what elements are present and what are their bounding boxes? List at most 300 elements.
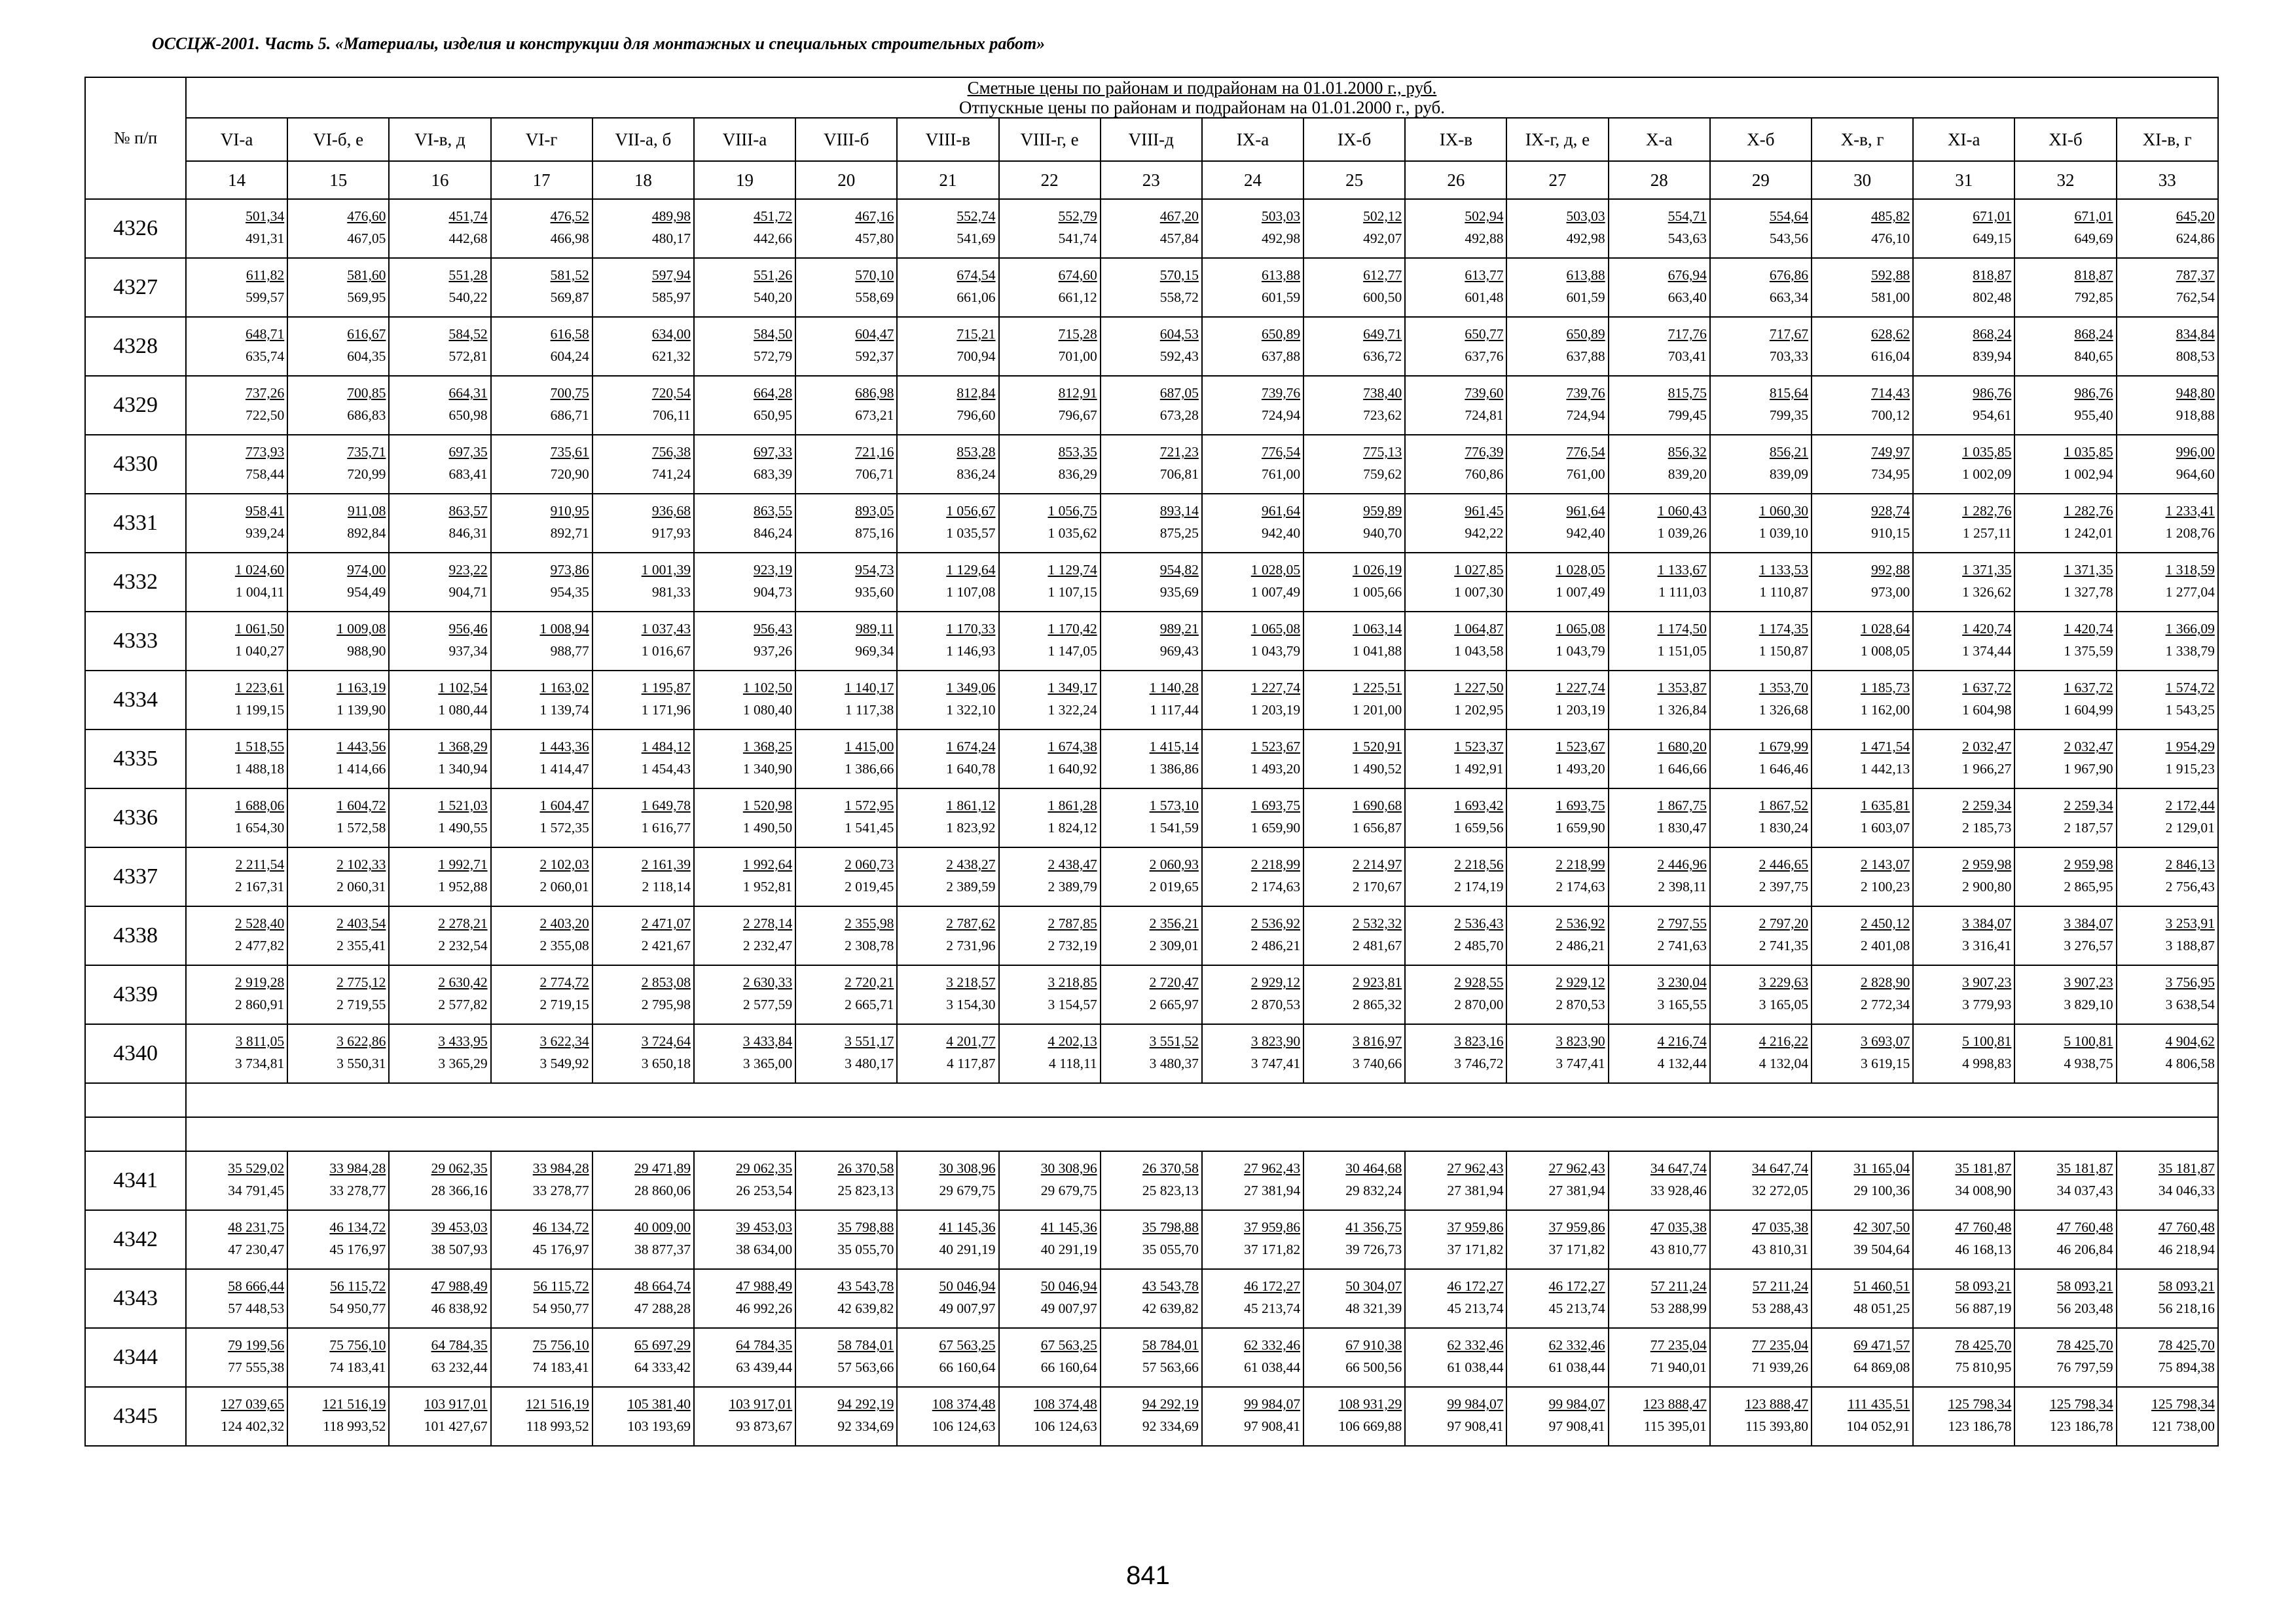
estimated-price: 2 403,54 [337,915,386,931]
release-price: 34 037,43 [2056,1183,2113,1198]
price-cell [999,1387,1101,1446]
price-cell [1202,671,1303,729]
estimated-price: 2 214,97 [1353,857,1402,872]
estimated-price: 1 415,14 [1149,739,1199,754]
estimated-price: 893,14 [1159,503,1199,519]
release-price: 904,73 [754,584,793,600]
release-price: 969,43 [1159,643,1199,659]
release-price: 1 007,30 [1454,584,1504,600]
estimated-price: 3 811,05 [235,1033,285,1049]
estimated-price: 1 223,61 [234,680,285,695]
release-price: 585,97 [651,289,691,305]
district-header: X-а [1609,118,1710,161]
price-cell [1913,258,2014,317]
release-price: 939,24 [246,525,285,541]
estimated-price: 1 185,73 [1860,680,1910,695]
separator-cell [85,1083,186,1117]
release-price: 706,81 [1159,466,1199,482]
release-price: 3 165,55 [1657,997,1707,1012]
release-price: 1 107,15 [1048,584,1097,600]
release-price: 1 414,47 [539,761,589,777]
estimated-price: 57 211,24 [1650,1278,1707,1294]
column-number: 31 [1913,161,2014,199]
price-cell [1202,435,1303,494]
price-cell [1609,1210,1710,1269]
release-price: 74 183,41 [532,1359,589,1375]
price-cell [897,906,998,965]
price-cell [2014,258,2116,317]
estimated-price: 697,33 [754,444,793,460]
estimated-price: 2 218,99 [1250,857,1301,872]
estimated-price: 1 649,78 [641,798,691,813]
estimated-price: 58 093,21 [2158,1278,2215,1294]
release-price: 683,41 [448,466,488,482]
column-number: 33 [2117,161,2218,199]
estimated-price: 992,88 [1871,562,1910,578]
release-price: 61 038,44 [1548,1359,1605,1375]
release-price: 1 199,15 [234,702,285,718]
table-row [85,553,2218,612]
release-price: 661,12 [1058,289,1097,305]
release-price: 49 007,97 [939,1301,996,1316]
estimated-price: 1 693,42 [1454,798,1504,813]
row-number: 4337 [85,847,186,906]
price-cell [795,1024,897,1083]
price-cell [186,1024,287,1083]
release-price: 124 402,32 [221,1418,285,1434]
release-price: 2 870,53 [1556,997,1605,1012]
price-cell [592,258,694,317]
price-cell [186,1387,287,1446]
estimated-price-caption: Сметные цены по районам и подрайонам на 01.01.2000 г., руб. [967,78,1437,98]
price-cell [1913,494,2014,553]
price-cell [897,671,998,729]
row-number: 4340 [85,1024,186,1083]
estimated-price: 1 604,72 [337,798,386,813]
price-cell [897,729,998,788]
release-price: 840,65 [2074,348,2113,364]
release-price: 2 486,21 [1250,938,1301,953]
release-price: 1 110,87 [1759,584,1808,600]
price-cell [389,965,490,1024]
price-cell [1609,317,1710,376]
price-cell [1303,847,1405,906]
release-price: 935,60 [855,584,894,600]
estimated-price: 30 308,96 [939,1160,996,1176]
estimated-price: 735,71 [347,444,386,460]
release-price: 2 732,19 [1048,938,1097,953]
price-cell [1202,729,1303,788]
price-cell [186,1269,287,1328]
release-price: 40 291,19 [939,1242,996,1257]
price-cell [694,1151,795,1210]
estimated-price: 502,94 [1465,208,1504,224]
price-cell [1506,612,1608,671]
price-cell [1609,199,1710,258]
price-cell [795,671,897,729]
price-cell [1405,788,1506,847]
price-cell [1812,553,1913,612]
price-cell [999,376,1101,435]
release-price: 637,88 [1261,348,1301,364]
estimated-price: 671,01 [2074,208,2113,224]
release-price: 2 665,71 [845,997,894,1012]
price-cell [1101,258,1202,317]
price-cell [2014,494,2116,553]
estimated-price: 111 435,51 [1848,1396,1910,1412]
table-row [85,494,2218,553]
estimated-price: 1 056,75 [1048,503,1097,519]
estimated-price: 43 543,78 [1142,1278,1199,1294]
price-cell [999,258,1101,317]
release-price: 988,77 [550,643,589,659]
release-price: 2 174,63 [1250,879,1301,895]
estimated-price: 451,72 [754,208,793,224]
price-cell [1405,671,1506,729]
release-price: 650,95 [754,407,793,423]
price-cell [186,199,287,258]
estimated-price: 64 784,35 [736,1337,793,1353]
release-price: 2 129,01 [2165,820,2215,836]
release-price: 1 005,66 [1353,584,1402,600]
price-cell [389,1210,490,1269]
release-price: 46 992,26 [736,1301,793,1316]
table-row [85,906,2218,965]
estimated-price: 75 756,10 [329,1337,386,1353]
estimated-price: 818,87 [1973,267,2012,283]
estimated-price: 3 218,85 [1048,974,1097,990]
price-cell [1101,376,1202,435]
estimated-price: 34 647,74 [1752,1160,1808,1176]
price-cell [491,671,592,729]
estimated-price: 1 420,74 [1962,621,2012,637]
price-cell [1101,1387,1202,1446]
price-cell [1101,1210,1202,1269]
price-cell [491,553,592,612]
estimated-price: 2 787,85 [1048,915,1097,931]
estimated-price: 815,64 [1769,385,1808,401]
column-number-row [85,161,2218,199]
release-price: 49 007,97 [1040,1301,1097,1316]
release-price: 33 278,77 [329,1183,386,1198]
price-cell [491,317,592,376]
estimated-price: 42 307,50 [1853,1219,1910,1235]
price-cell [2117,612,2218,671]
release-price: 2 477,82 [234,938,285,953]
release-price: 2 309,01 [1149,938,1199,953]
estimated-price: 2 959,98 [1962,857,2012,872]
price-cell [1101,847,1202,906]
estimated-price: 2 720,47 [1149,974,1199,990]
price-cell [1913,1210,2014,1269]
release-price: 467,05 [347,231,386,246]
release-price: 2 870,53 [1250,997,1301,1012]
price-cell [1609,258,1710,317]
estimated-price: 35 529,02 [228,1160,285,1176]
price-cell [1506,317,1608,376]
table-row [85,258,2218,317]
estimated-price: 3 384,07 [2064,915,2113,931]
price-cell [287,1151,389,1210]
price-cell [2014,199,2116,258]
price-cell [1913,199,2014,258]
release-price: 33 278,77 [532,1183,589,1198]
price-cell [1812,435,1913,494]
estimated-price: 1 420,74 [2064,621,2113,637]
estimated-price: 676,86 [1769,267,1808,283]
estimated-price: 2 403,20 [539,915,589,931]
estimated-price: 3 693,07 [1860,1033,1910,1049]
release-price: 663,34 [1769,289,1808,305]
estimated-price: 2 853,08 [641,974,691,990]
price-cell [2117,1387,2218,1446]
release-price: 106 124,63 [1033,1418,1097,1434]
estimated-price: 2 528,40 [234,915,285,931]
release-price: 2 865,95 [2064,879,2113,895]
price-cell [1303,671,1405,729]
release-price: 846,31 [448,525,488,541]
price-cell [592,729,694,788]
row-number: 4333 [85,612,186,671]
price-cell [897,1151,998,1210]
estimated-price: 99 984,07 [1244,1396,1301,1412]
release-price: 2 019,45 [845,879,894,895]
price-cell [1303,729,1405,788]
table-body-upper [85,199,2218,1083]
estimated-price: 613,88 [1566,267,1605,283]
release-price: 741,24 [651,466,691,482]
estimated-price: 2 630,33 [742,974,793,990]
estimated-price: 2 102,03 [539,857,589,872]
estimated-price: 961,45 [1465,503,1504,519]
price-cell [1202,847,1303,906]
release-price: 1 659,90 [1556,820,1605,836]
release-price: 637,76 [1465,348,1504,364]
release-price: 2 756,43 [2165,879,2215,895]
estimated-price: 1 227,74 [1250,680,1301,695]
estimated-price: 664,31 [448,385,488,401]
price-cell [491,847,592,906]
release-price: 46 168,13 [1955,1242,2012,1257]
price-cell [2117,671,2218,729]
price-cell [2117,376,2218,435]
release-price: 45 176,97 [532,1242,589,1257]
release-price: 558,69 [855,289,894,305]
estimated-price: 581,52 [550,267,589,283]
estimated-price: 834,84 [2176,326,2215,342]
estimated-price: 868,24 [1973,326,2012,342]
price-cell [491,258,592,317]
release-price: 683,39 [754,466,793,482]
release-price: 45 213,74 [1447,1301,1504,1316]
estimated-price: 1 060,43 [1657,503,1707,519]
estimated-price: 1 063,14 [1353,621,1402,637]
page-title: ОССЦЖ-2001. Часть 5. «Материалы, изделия и конструкции для монтажных и специальных строительных работ» [152,34,1046,53]
estimated-price: 1 035,85 [1962,444,2012,460]
release-price: 836,29 [1058,466,1097,482]
separator-cell [85,1117,186,1151]
release-price: 29 832,24 [1345,1183,1402,1198]
price-cell [2117,435,2218,494]
price-cell [694,1387,795,1446]
price-cell [1303,1151,1405,1210]
price-cell [1609,494,1710,553]
price-cell [186,435,287,494]
price-cell [2014,906,2116,965]
price-cell [389,1269,490,1328]
release-price: 2 308,78 [845,938,894,953]
release-price: 53 288,43 [1752,1301,1808,1316]
estimated-price: 476,52 [550,208,589,224]
estimated-price: 1 637,72 [2064,680,2113,695]
price-cell [2014,847,2116,906]
estimated-price: 551,26 [754,267,793,283]
price-cell [491,376,592,435]
release-price: 48 321,39 [1345,1301,1402,1316]
release-price: 71 939,26 [1752,1359,1808,1375]
release-price: 1 640,92 [1048,761,1097,777]
estimated-price: 554,71 [1667,208,1707,224]
release-price: 1 322,24 [1048,702,1097,718]
release-price: 988,90 [347,643,386,659]
release-price: 1 117,38 [845,702,894,718]
price-cell [1202,965,1303,1024]
price-cell [592,317,694,376]
release-price: 1 952,81 [742,879,793,895]
release-price: 37 171,82 [1447,1242,1504,1257]
row-number: 4343 [85,1269,186,1328]
price-cell [1101,788,1202,847]
price-cell [287,553,389,612]
release-price: 954,35 [550,584,589,600]
estimated-price: 1 037,43 [641,621,691,637]
price-cell [795,729,897,788]
estimated-price: 40 009,00 [634,1219,691,1235]
estimated-price: 35 181,87 [1955,1160,2012,1176]
price-cell [592,965,694,1024]
estimated-price: 1 282,76 [2064,503,2113,519]
price-cell [592,494,694,553]
price-cell [1405,199,1506,258]
price-cell [389,1024,490,1083]
price-cell [1710,1210,1812,1269]
price-cell [1812,788,1913,847]
estimated-price: 108 374,48 [1033,1396,1097,1412]
estimated-price: 956,46 [448,621,488,637]
release-price: 1 656,87 [1353,820,1402,836]
price-cell [2117,258,2218,317]
price-cell [897,435,998,494]
row-number: 4342 [85,1210,186,1269]
price-cell [897,317,998,376]
release-price: 27 381,94 [1447,1183,1504,1198]
district-header: IX-а [1202,118,1303,161]
price-cell [1101,612,1202,671]
estimated-price: 33 984,28 [532,1160,589,1176]
table-row [85,376,2218,435]
release-price: 942,40 [1566,525,1605,541]
price-cell [1506,1269,1608,1328]
price-cell [1405,1328,1506,1387]
estimated-price: 1 861,12 [946,798,996,813]
price-cell [1506,906,1608,965]
estimated-price: 650,89 [1261,326,1301,342]
price-cell [795,317,897,376]
price-cell [1202,1024,1303,1083]
price-cell [2117,1210,2218,1269]
release-price: 491,31 [246,231,285,246]
release-price: 56 203,48 [2056,1301,2113,1316]
release-price: 46 206,84 [2056,1242,2113,1257]
release-price: 34 008,90 [1955,1183,2012,1198]
price-cell [897,258,998,317]
price-cell [999,671,1101,729]
price-cell [999,494,1101,553]
estimated-price: 69 471,57 [1853,1337,1910,1353]
price-cell [999,435,1101,494]
estimated-price: 1 518,55 [234,739,285,754]
release-price: 47 288,28 [634,1301,691,1316]
price-cell [1506,199,1608,258]
release-price: 1 490,52 [1353,761,1402,777]
release-price: 1 414,66 [337,761,386,777]
price-cell [1303,376,1405,435]
estimated-price: 62 332,46 [1548,1337,1605,1353]
estimated-price: 67 910,38 [1345,1337,1402,1353]
price-cell [795,1269,897,1328]
table-row [85,612,2218,671]
release-price: 796,67 [1058,407,1097,423]
price-cell [897,1269,998,1328]
estimated-price: 570,10 [855,267,894,283]
release-price: 1 824,12 [1048,820,1097,836]
estimated-price: 1 225,51 [1353,680,1402,695]
price-cell [1405,847,1506,906]
price-cell [287,1328,389,1387]
release-price: 917,93 [651,525,691,541]
price-cell [1710,1328,1812,1387]
price-cell [795,376,897,435]
estimated-price: 105 381,40 [627,1396,691,1412]
estimated-price: 1 992,64 [742,857,793,872]
release-price: 4 117,87 [947,1056,996,1071]
estimated-price: 46 134,72 [329,1219,386,1235]
release-price: 541,74 [1058,231,1097,246]
price-cell [2014,1387,2116,1446]
price-cell [1710,494,1812,553]
price-cell [592,1151,694,1210]
estimated-price: 125 798,34 [1948,1396,2012,1412]
price-cell [1101,671,1202,729]
price-cell [1913,1151,2014,1210]
row-number: 4338 [85,906,186,965]
price-cell [1303,553,1405,612]
estimated-price: 613,77 [1465,267,1504,283]
release-price: 2 741,35 [1758,938,1808,953]
price-cell [1710,1024,1812,1083]
release-price: 543,56 [1769,231,1808,246]
district-header: XI-б [2014,118,2116,161]
price-cell [1609,906,1710,965]
estimated-price: 721,16 [855,444,894,460]
estimated-price: 2 775,12 [337,974,386,990]
release-price: 92 334,69 [1142,1418,1199,1434]
estimated-price: 611,82 [246,267,285,283]
release-price: 569,95 [347,289,386,305]
release-price: 3 829,10 [2064,997,2113,1012]
release-price: 37 171,82 [1548,1242,1605,1257]
price-caption [186,77,2218,118]
